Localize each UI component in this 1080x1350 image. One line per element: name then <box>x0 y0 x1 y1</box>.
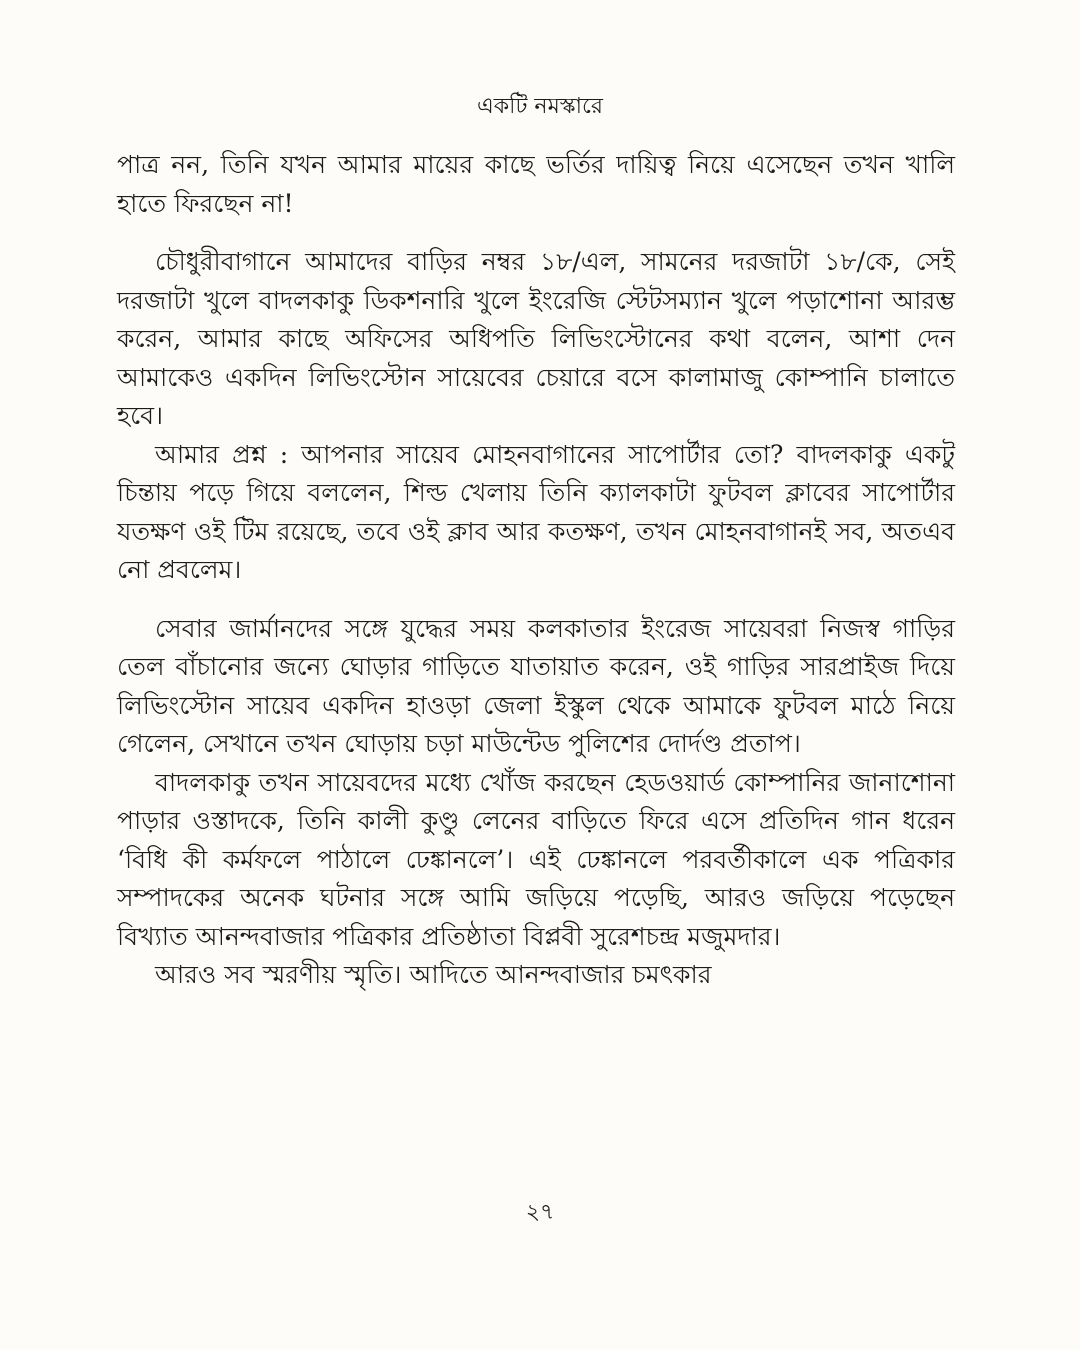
page-number: ২৭ <box>525 1200 555 1225</box>
paragraph: চৌধুরীবাগানে আমাদের বাড়ির নম্বর ১৮/এল, সামনের দরজাটা ১৮/কে, সেই দরজাটা খুলে বাদলকাকু ডিকশনারি খুলে ইংরেজি স্টেটসম্যান খুলে পড়াশোনা আরম্ভ করেন, আমার কাছে অফিসের অধিপতি লিভিংস্টোনের কথা বলেন, আশা দেন আমাকেও একদিন লিভিংস্টোন সায়েবের চেয়ারে বসে কালামাজু কোম্পানি চালাতে হবে। <box>117 247 955 430</box>
running-head: একটি নমস্কারে <box>477 94 603 119</box>
paragraph: বাদলকাকু তখন সায়েবদের মধ্যে খোঁজ করছেন হেডওয়ার্ড কোম্পানির জানাশোনা পাড়ার ওস্তাদকে, তিনি কালী কুণ্ডু লেনের বাড়িতে ফিরে এসে প্রতিদিন গান ধরেন ‘বিধি কী কর্মফলে পাঠালে ঢেঙ্কানলে’। এই ঢেঙ্কানলে পরবর্তীকালে এক পত্রিকার সম্পাদকের অনেক ঘটনার সঙ্গে আমি জড়িয়ে পড়েছি, আরও জড়িয়ে পড়েছেন বিখ্যাত আনন্দবাজার পত্রিকার প্রতিষ্ঠাতা বিপ্লবী সুরেশচন্দ্র মজুমদার। <box>117 767 955 951</box>
paragraph: পাত্র নন, তিনি যখন আমার মায়ের কাছে ভর্তির দায়িত্ব নিয়ে এসেছেন তখন খালি হাতে ফিরছেন না! <box>117 150 955 218</box>
paragraph: আরও সব স্মরণীয় স্মৃতি। আদিতে আনন্দবাজার চমৎকার <box>155 960 712 989</box>
paragraph: সেবার জার্মানদের সঙ্গে যুদ্ধের সময় কলকাতার ইংরেজ সায়েবরা নিজস্ব গাড়ির তেল বাঁচানোর জন্যে ঘোড়ার গাড়িতে যাতায়াত করেন, ওই গাড়ির সারপ্রাইজ দিয়ে লিভিংস্টোন সায়েব একদিন হাওড়া জেলা ইস্কুল থেকে আমাকে ফুটবল মাঠে নিয়ে গেলেন, সেখানে তখন ঘোড়ায় চড়া মাউন্টেড পুলিশের দোর্দণ্ড প্রতাপ। <box>117 613 955 758</box>
paragraph: আমার প্রশ্ন : আপনার সায়েব মোহনবাগানের সাপোর্টার তো? বাদলকাকু একটু চিন্তায় পড়ে গিয়ে বললেন, শিল্ড খেলায় তিনি ক্যালকাটা ফুটবল ক্লাবের সাপোর্টার যতক্ষণ ওই টিম রয়েছে, তবে ওই ক্লাব আর কতক্ষণ, তখন মোহনবাগানই সব, অতএব নো প্রবলেম। <box>117 439 955 584</box>
body-text <box>117 146 955 995</box>
